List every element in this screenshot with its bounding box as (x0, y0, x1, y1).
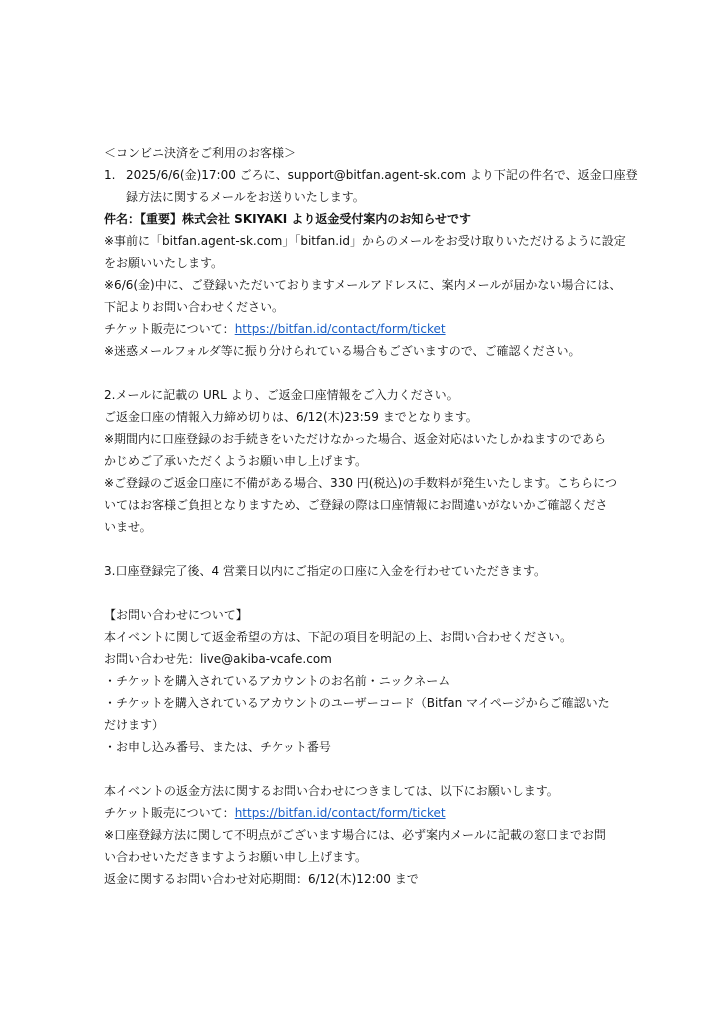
step2-note2-line3: いませ。 (104, 520, 152, 534)
item1-number: 1. (104, 168, 116, 182)
inquiry-intro: 本イベントに関して返金希望の方は、下記の項目を明記の上、お問い合わせください。 (104, 630, 573, 644)
step3-line1: 3.口座登録完了後、4 営業日以内にご指定の口座に入金を行わせていただきます。 (104, 564, 546, 578)
inquiry-header: 【お問い合わせについて】 (104, 608, 248, 622)
step2-note1-line2: かじめご了承いただくようお願い申し上げます。 (104, 454, 368, 468)
ticket-contact-link[interactable]: https://bitfan.id/contact/form/ticket (234, 322, 446, 336)
convenience-header: ＜コンビニ決済をご利用のお客様＞ (104, 146, 297, 160)
inquiry-bullet-usercode-line2: だけます） (104, 718, 165, 732)
spacer (104, 538, 624, 560)
inquiry-contact: お問い合わせ先：live@akiba-vcafe.com (104, 652, 332, 666)
spacer (104, 758, 624, 780)
item1-text: 2025/6/6(金)17:00 ごろに、support@bitfan.agent-sk.com より下記の件名で、返金口座登 (126, 168, 638, 182)
step2-note2-line1: ※ご登録のご返金口座に不備がある場合、330 円(税込)の手数料が発生いたします。こちらにつ (104, 476, 617, 490)
note1-line2: をお願いいたします。 (104, 256, 224, 270)
note2-line1: ※6/6(金)中に、ご登録いただいておりますメールアドレスに、案内メールが届かない場合には、 (104, 278, 622, 292)
note1-line1: ※事前に「bitfan.agent-sk.com」「bitfan.id」からのメールをお受け取りいただけるように設定 (104, 234, 626, 248)
step2-note1-line1: ※期間内に口座登録のお手続きをいただけなかった場合、返金対応はいたしかねますのであら (104, 432, 607, 446)
inquiry-bullet-order-number: ・お申し込み番号、または、チケット番号 (104, 740, 331, 754)
step2-note2-line2: いてはお客様ご負担となりますため、ご登録の際は口座情報にお間違いがないかご確認くださ (104, 498, 608, 512)
spam-note: ※迷惑メールフォルダ等に振り分けられている場合もございますので、ご確認ください。 (104, 344, 581, 358)
ticket-label: チケット販売について： (104, 322, 235, 336)
refund-ticket-label: チケット販売について： (104, 806, 235, 820)
spacer (104, 362, 624, 384)
email-subject: 件名：【重要】株式会社 SKIYAKI より返金受付案内のお知らせです (104, 212, 471, 226)
refund-ticket-contact-link[interactable]: https://bitfan.id/contact/form/ticket (234, 806, 446, 820)
ticket-contact-line (104, 318, 624, 340)
step2-line2: ご返金口座の情報入力締め切りは、6/12(木)23:59 までとなります。 (104, 410, 478, 424)
inquiry-bullet-usercode-line1: ・チケットを購入されているアカウントのユーザーコード（Bitfan マイページからご確認いた (104, 696, 610, 710)
document-body (104, 142, 638, 890)
refund-ticket-contact-line (104, 802, 624, 824)
refund-method-intro: 本イベントの返金方法に関するお問い合わせにつきましては、以下にお願いします。 (104, 784, 559, 798)
step2-line1: 2.メールに記載の URL より、ご返金口座情報をご入力ください。 (104, 388, 459, 402)
note2-line2: 下記よりお問い合わせください。 (104, 300, 285, 314)
refund-note-line1: ※口座登録方法に関して不明点がございます場合には、必ず案内メールに記載の窓口までお問 (104, 828, 606, 842)
item1-line1 (104, 164, 638, 186)
refund-note-line2: い合わせいただきますようお願い申し上げます。 (104, 850, 368, 864)
spacer (104, 582, 624, 604)
item1-line2: 録方法に関するメールをお送りいたします。 (126, 190, 365, 204)
inquiry-bullet-name: ・チケットを購入されているアカウントのお名前・ニックネーム (104, 674, 451, 688)
refund-inquiry-period: 返金に関するお問い合わせ対応期間：6/12(木)12:00 まで (104, 872, 419, 886)
